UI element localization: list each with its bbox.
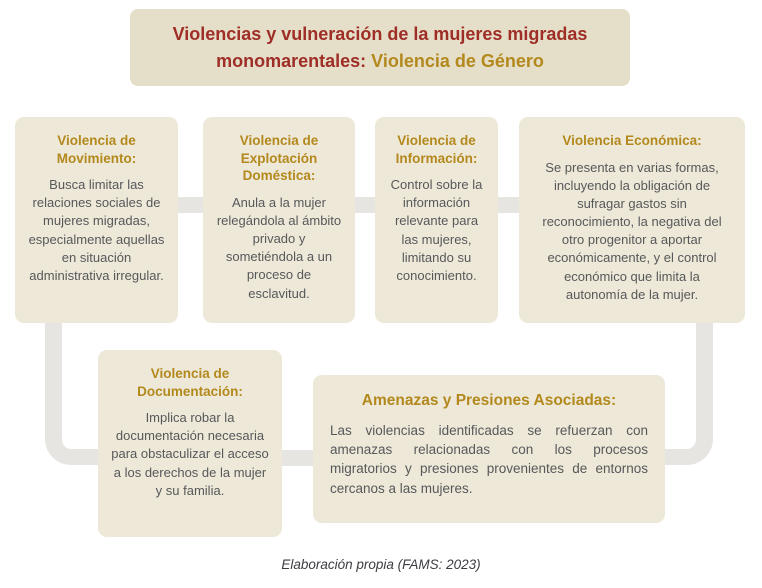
title-box — [130, 9, 630, 86]
box-violencia-economica — [519, 117, 745, 323]
box-body: Busca limitar las relaciones sociales de mujeres migradas, especialmente aquellas en situación administrativa irregular. — [28, 177, 165, 284]
box-heading: Violencia de Movimiento: — [56, 133, 137, 166]
box-violencia-de-explotacion-domestica — [203, 117, 355, 323]
page-title — [144, 21, 616, 73]
box-heading: Violencia de Documentación: — [137, 366, 243, 399]
box-body: Las violencias identificadas se refuerzan con amenazas relacionadas con los procesos migratorios y presiones provenientes de entornos cercanos a las mujeres. — [330, 423, 648, 496]
box-violencia-de-informacion — [375, 117, 498, 323]
connector-box4-down-to-box6 — [663, 313, 713, 465]
box-body: Anula a la mujer relegándola al ámbito privado y sometiéndola a un proceso de esclavitud. — [216, 194, 342, 301]
box-heading: Violencia de Explotación Doméstica: — [239, 133, 319, 184]
connector-box2-box3 — [354, 197, 376, 213]
box-heading: Violencia Económica: — [562, 133, 702, 148]
connector-box3-box4 — [497, 197, 520, 213]
box-body: Se presenta en varias formas, incluyendo la obligación de sufragar gastos sin reconocimiento, la negativa del otro progenitor a aportar económicamente, y el control económico que limita la autonomía de la mujer. — [542, 159, 722, 302]
box-body: Implica robar la documentación necesaria para obstaculizar el acceso a los derechos de la mujer y su familia. — [111, 410, 269, 498]
connector-box1-down-to-box5 — [45, 313, 98, 465]
box-violencia-de-documentacion — [98, 350, 282, 537]
box-violencia-de-movimiento — [15, 117, 178, 323]
box-amenazas-y-presiones-asociadas — [313, 375, 665, 523]
title-main-text: Violencias y vulneración de la mujeres migradas monomarentales: — [172, 24, 588, 71]
box-heading: Violencia de Información: — [395, 133, 478, 166]
box-heading: Amenazas y Presiones Asociadas: — [361, 392, 617, 409]
connector-box1-box2 — [178, 197, 204, 213]
box-body: Control sobre la información relevante para las mujeres, limitando su conocimiento. — [390, 177, 483, 284]
title-highlight-text: Violencia de Género — [371, 50, 544, 71]
source-caption: Elaboración propia (FAMS: 2023) — [281, 557, 481, 572]
